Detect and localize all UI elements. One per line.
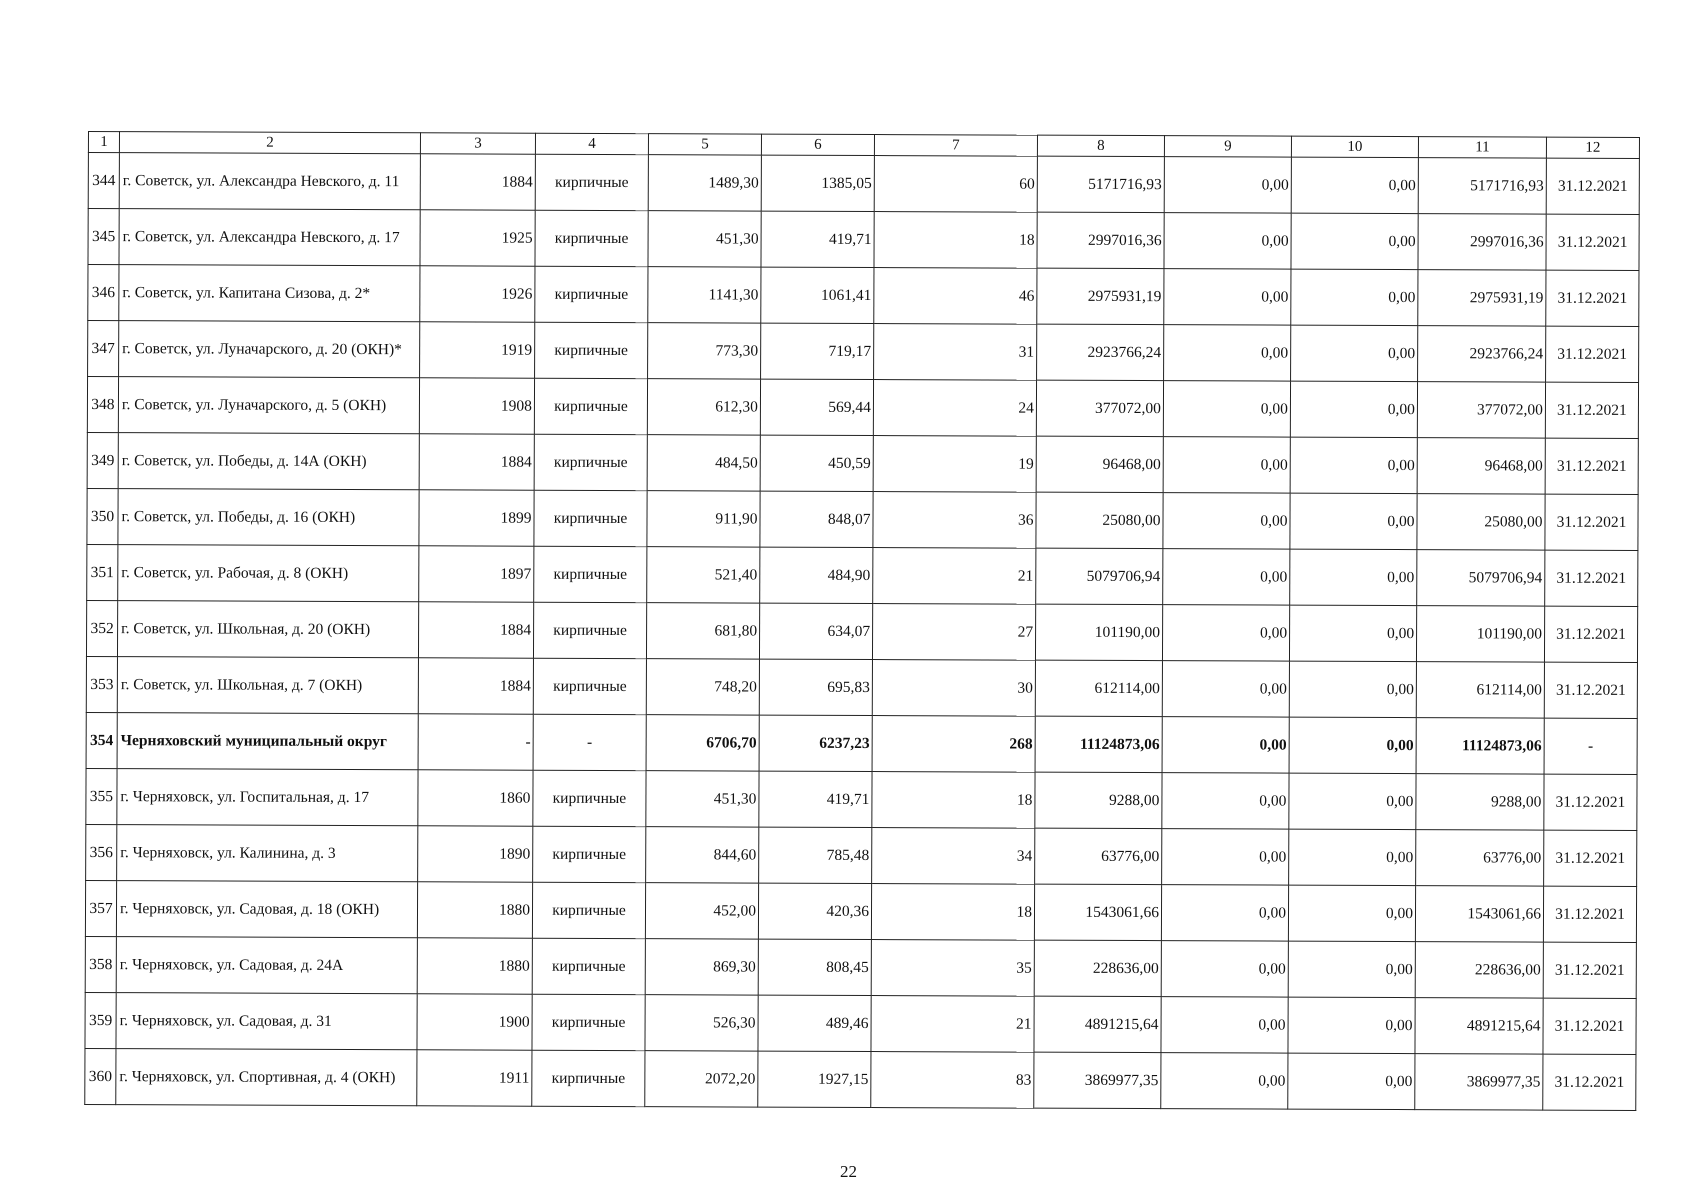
table-row — [88, 153, 1639, 215]
row-number-cell: 358 — [85, 936, 116, 992]
year-built-cell: - — [418, 714, 533, 770]
total-cost-cell: 2975931,19 — [1037, 268, 1164, 324]
owners-cost-cell: 612114,00 — [1416, 662, 1544, 718]
address-cell: г. Советск, ул. Александра Невского, д. 11 — [119, 153, 420, 210]
living-area-cell: 1385,05 — [761, 155, 874, 211]
wall-material-cell: кирпичные — [535, 266, 648, 322]
header-cell: 5 — [648, 134, 761, 155]
header-cell: 8 — [1037, 135, 1164, 156]
regional-cost-cell: 0,00 — [1290, 493, 1417, 549]
fund-cost-cell: 0,00 — [1164, 213, 1291, 269]
total-area-cell: 681,80 — [646, 603, 759, 659]
deadline-cell: 31.12.2021 — [1546, 214, 1639, 270]
owners-cost-cell: 2975931,19 — [1418, 270, 1546, 326]
wall-material-cell: кирпичные — [533, 770, 646, 826]
total-area-cell: 526,30 — [645, 995, 758, 1051]
total-area-cell: 451,30 — [646, 771, 759, 827]
wall-material-cell: кирпичные — [535, 210, 648, 266]
row-number-cell: 346 — [88, 265, 119, 321]
fund-cost-cell: 0,00 — [1163, 493, 1290, 549]
living-area-cell: 848,07 — [760, 491, 873, 547]
total-area-cell: 6706,70 — [646, 715, 759, 771]
total-area-cell: 869,30 — [645, 939, 758, 995]
wall-material-cell: кирпичные — [533, 602, 646, 658]
wall-material-cell: кирпичные — [532, 994, 645, 1050]
living-area-cell: 808,45 — [758, 939, 871, 995]
address-cell: г. Советск, ул. Луначарского, д. 5 (ОКН) — [118, 377, 419, 434]
address-cell: г. Черняховск, ул. Спортивная, д. 4 (ОКН) — [116, 1049, 417, 1106]
residents-count-cell: 18 — [871, 884, 1034, 941]
regional-cost-cell: 0,00 — [1289, 661, 1416, 717]
living-area-cell: 419,71 — [761, 211, 874, 267]
living-area-cell: 1061,41 — [761, 267, 874, 323]
year-built-cell: 1908 — [419, 378, 534, 434]
wall-material-cell: кирпичные — [532, 882, 645, 938]
year-built-cell: 1890 — [418, 826, 533, 882]
total-area-cell: 773,30 — [648, 323, 761, 379]
total-cost-cell: 5171716,93 — [1037, 156, 1164, 212]
owners-cost-cell: 11124873,06 — [1416, 718, 1544, 774]
housing-table — [84, 131, 1640, 1111]
total-area-cell: 451,30 — [648, 211, 761, 267]
residents-count-cell: 46 — [874, 268, 1037, 325]
year-built-cell: 1880 — [417, 938, 532, 994]
document-page — [84, 131, 1640, 1111]
living-area-cell: 489,46 — [758, 995, 871, 1051]
fund-cost-cell: 0,00 — [1162, 829, 1289, 885]
table-row — [86, 656, 1637, 718]
deadline-cell: 31.12.2021 — [1544, 606, 1637, 662]
year-built-cell: 1911 — [417, 1050, 532, 1106]
regional-cost-cell: 0,00 — [1291, 325, 1418, 381]
total-area-cell: 1141,30 — [648, 267, 761, 323]
residents-count-cell: 36 — [873, 492, 1036, 549]
owners-cost-cell: 377072,00 — [1417, 382, 1545, 438]
fund-cost-cell: 0,00 — [1161, 1053, 1288, 1109]
deadline-cell: 31.12.2021 — [1543, 942, 1636, 998]
owners-cost-cell: 1543061,66 — [1415, 886, 1543, 942]
owners-cost-cell: 5171716,93 — [1418, 158, 1546, 214]
address-cell: г. Черняховск, ул. Калинина, д. 3 — [117, 825, 418, 882]
row-number-cell: 360 — [85, 1048, 116, 1104]
living-area-cell: 634,07 — [759, 603, 872, 659]
year-built-cell: 1926 — [420, 266, 535, 322]
total-cost-cell: 5079706,94 — [1036, 548, 1163, 604]
deadline-cell: 31.12.2021 — [1543, 1054, 1636, 1110]
wall-material-cell: кирпичные — [532, 1050, 645, 1106]
address-cell: г. Советск, ул. Победы, д. 16 (ОКН) — [118, 489, 419, 546]
year-built-cell: 1897 — [419, 546, 534, 602]
address-cell: г. Черняховск, ул. Садовая, д. 31 — [116, 993, 417, 1050]
residents-count-cell: 83 — [871, 1052, 1034, 1109]
regional-cost-cell: 0,00 — [1288, 1053, 1415, 1109]
year-built-cell: 1900 — [417, 994, 532, 1050]
total-area-cell: 844,60 — [646, 827, 759, 883]
row-number-cell: 347 — [88, 321, 119, 377]
owners-cost-cell: 63776,00 — [1416, 830, 1544, 886]
fund-cost-cell: 0,00 — [1162, 661, 1289, 717]
address-cell: г. Советск, ул. Школьная, д. 20 (ОКН) — [117, 601, 418, 658]
address-cell: г. Советск, ул. Школьная, д. 7 (ОКН) — [117, 657, 418, 714]
regional-cost-cell: 0,00 — [1290, 381, 1417, 437]
regional-cost-cell: 0,00 — [1289, 773, 1416, 829]
living-area-cell: 719,17 — [761, 323, 874, 379]
residents-count-cell: 19 — [873, 436, 1036, 493]
total-cost-cell: 25080,00 — [1036, 492, 1163, 548]
wall-material-cell: кирпичные — [534, 546, 647, 602]
deadline-cell: - — [1544, 718, 1637, 774]
table-row — [86, 768, 1637, 830]
year-built-cell: 1884 — [418, 602, 533, 658]
row-number-cell: 354 — [86, 712, 117, 768]
residents-count-cell: 268 — [872, 716, 1035, 773]
header-cell: 7 — [874, 135, 1037, 157]
total-cost-cell: 377072,00 — [1036, 380, 1163, 436]
total-cost-cell: 228636,00 — [1034, 940, 1161, 996]
wall-material-cell: кирпичные — [534, 434, 647, 490]
total-area-cell: 911,90 — [647, 491, 760, 547]
fund-cost-cell: 0,00 — [1164, 325, 1291, 381]
fund-cost-cell: 0,00 — [1161, 941, 1288, 997]
row-number-cell: 357 — [85, 880, 116, 936]
owners-cost-cell: 9288,00 — [1416, 774, 1544, 830]
regional-cost-cell: 0,00 — [1288, 997, 1415, 1053]
table-row — [86, 600, 1637, 662]
deadline-cell: 31.12.2021 — [1546, 158, 1639, 214]
table-row — [88, 209, 1639, 271]
fund-cost-cell: 0,00 — [1162, 605, 1289, 661]
wall-material-cell: - — [533, 714, 646, 770]
residents-count-cell: 35 — [871, 940, 1034, 997]
owners-cost-cell: 2997016,36 — [1418, 214, 1546, 270]
fund-cost-cell: 0,00 — [1163, 549, 1290, 605]
total-cost-cell: 9288,00 — [1035, 772, 1162, 828]
wall-material-cell: кирпичные — [533, 826, 646, 882]
address-cell: г. Советск, ул. Луначарского, д. 20 (ОКН)* — [119, 321, 420, 378]
residents-count-cell: 31 — [874, 324, 1037, 381]
wall-material-cell: кирпичные — [534, 378, 647, 434]
regional-cost-cell: 0,00 — [1291, 269, 1418, 325]
total-area-cell: 452,00 — [645, 883, 758, 939]
regional-cost-cell: 0,00 — [1288, 885, 1415, 941]
fund-cost-cell: 0,00 — [1163, 381, 1290, 437]
header-cell: 1 — [88, 132, 119, 153]
deadline-cell: 31.12.2021 — [1543, 886, 1636, 942]
table-row — [85, 1048, 1636, 1110]
fund-cost-cell: 0,00 — [1164, 157, 1291, 213]
owners-cost-cell: 228636,00 — [1415, 942, 1543, 998]
owners-cost-cell: 3869977,35 — [1415, 1054, 1543, 1110]
regional-cost-cell: 0,00 — [1291, 157, 1418, 213]
living-area-cell: 1927,15 — [758, 1051, 871, 1107]
total-area-cell: 748,20 — [646, 659, 759, 715]
total-cost-cell: 612114,00 — [1035, 660, 1162, 716]
owners-cost-cell: 25080,00 — [1417, 494, 1545, 550]
address-cell: г. Черняховск, ул. Садовая, д. 18 (ОКН) — [116, 881, 417, 938]
row-number-cell: 349 — [87, 432, 118, 488]
total-cost-cell: 1543061,66 — [1034, 884, 1161, 940]
address-cell: г. Советск, ул. Капитана Сизова, д. 2* — [119, 265, 420, 322]
address-cell: г. Советск, ул. Александра Невского, д. 17 — [119, 209, 420, 266]
year-built-cell: 1884 — [419, 434, 534, 490]
year-built-cell: 1860 — [418, 770, 533, 826]
deadline-cell: 31.12.2021 — [1545, 438, 1638, 494]
residents-count-cell: 34 — [872, 828, 1035, 885]
wall-material-cell: кирпичные — [535, 154, 648, 210]
table-row — [87, 544, 1638, 606]
table-row — [85, 992, 1636, 1054]
living-area-cell: 569,44 — [760, 379, 873, 435]
address-cell: г. Черняховск, ул. Садовая, д. 24А — [116, 937, 417, 994]
deadline-cell: 31.12.2021 — [1544, 830, 1637, 886]
address-cell: Черняховский муниципальный округ — [117, 713, 418, 770]
wall-material-cell: кирпичные — [533, 658, 646, 714]
table-row — [85, 936, 1636, 998]
table-row — [88, 321, 1639, 383]
table-row — [85, 880, 1636, 942]
row-number-cell: 356 — [86, 824, 117, 880]
row-number-cell: 348 — [87, 377, 118, 433]
deadline-cell: 31.12.2021 — [1546, 326, 1639, 382]
year-built-cell: 1884 — [420, 154, 535, 210]
wall-material-cell: кирпичные — [532, 938, 645, 994]
owners-cost-cell: 96468,00 — [1417, 438, 1545, 494]
header-cell: 10 — [1291, 136, 1418, 157]
deadline-cell: 31.12.2021 — [1544, 774, 1637, 830]
row-number-cell: 344 — [88, 153, 119, 209]
fund-cost-cell: 0,00 — [1163, 437, 1290, 493]
living-area-cell: 6237,23 — [759, 715, 872, 771]
regional-cost-cell: 0,00 — [1290, 437, 1417, 493]
row-number-cell: 351 — [87, 544, 118, 600]
owners-cost-cell: 2923766,24 — [1418, 326, 1546, 382]
owners-cost-cell: 4891215,64 — [1415, 998, 1543, 1054]
row-number-cell: 355 — [86, 768, 117, 824]
fund-cost-cell: 0,00 — [1161, 997, 1288, 1053]
living-area-cell: 695,83 — [759, 659, 872, 715]
living-area-cell: 420,36 — [758, 883, 871, 939]
row-number-cell: 350 — [87, 488, 118, 544]
regional-cost-cell: 0,00 — [1289, 829, 1416, 885]
owners-cost-cell: 101190,00 — [1416, 606, 1544, 662]
total-cost-cell: 2923766,24 — [1037, 324, 1164, 380]
address-cell: г. Черняховск, ул. Госпитальная, д. 17 — [117, 769, 418, 826]
total-area-cell: 521,40 — [647, 547, 760, 603]
fund-cost-cell: 0,00 — [1162, 717, 1289, 773]
row-number-cell: 345 — [88, 209, 119, 265]
municipality-subtotal-row — [86, 712, 1637, 774]
header-cell: 3 — [420, 133, 535, 154]
deadline-cell: 31.12.2021 — [1545, 550, 1638, 606]
residents-count-cell: 21 — [873, 548, 1036, 605]
residents-count-cell: 27 — [872, 604, 1035, 661]
living-area-cell: 450,59 — [760, 435, 873, 491]
total-cost-cell: 3869977,35 — [1034, 1052, 1161, 1108]
total-cost-cell: 63776,00 — [1035, 828, 1162, 884]
deadline-cell: 31.12.2021 — [1546, 270, 1639, 326]
address-cell: г. Советск, ул. Победы, д. 14А (ОКН) — [118, 433, 419, 490]
regional-cost-cell: 0,00 — [1288, 941, 1415, 997]
total-area-cell: 612,30 — [647, 379, 760, 435]
total-area-cell: 484,50 — [647, 435, 760, 491]
living-area-cell: 785,48 — [759, 827, 872, 883]
residents-count-cell: 60 — [874, 156, 1037, 213]
total-cost-cell: 11124873,06 — [1035, 716, 1162, 772]
row-number-cell: 359 — [85, 992, 116, 1048]
deadline-cell: 31.12.2021 — [1543, 998, 1636, 1054]
regional-cost-cell: 0,00 — [1290, 549, 1417, 605]
address-cell: г. Советск, ул. Рабочая, д. 8 (ОКН) — [118, 545, 419, 602]
regional-cost-cell: 0,00 — [1289, 605, 1416, 661]
row-number-cell: 353 — [86, 656, 117, 712]
deadline-cell: 31.12.2021 — [1545, 494, 1638, 550]
total-cost-cell: 4891215,64 — [1034, 996, 1161, 1052]
residents-count-cell: 18 — [874, 212, 1037, 269]
wall-material-cell: кирпичные — [534, 490, 647, 546]
total-cost-cell: 101190,00 — [1035, 604, 1162, 660]
regional-cost-cell: 0,00 — [1291, 213, 1418, 269]
residents-count-cell: 18 — [872, 772, 1035, 829]
fund-cost-cell: 0,00 — [1162, 773, 1289, 829]
header-cell: 4 — [535, 133, 648, 154]
page-number: 22 — [840, 1162, 857, 1181]
deadline-cell: 31.12.2021 — [1544, 662, 1637, 718]
header-cell: 6 — [761, 134, 874, 155]
table-row — [87, 488, 1638, 550]
wall-material-cell: кирпичные — [535, 322, 648, 378]
table-row — [86, 824, 1637, 886]
living-area-cell: 484,90 — [760, 547, 873, 603]
header-cell: 9 — [1164, 136, 1291, 157]
header-cell: 11 — [1418, 137, 1546, 158]
year-built-cell: 1884 — [418, 658, 533, 714]
year-built-cell: 1880 — [417, 882, 532, 938]
fund-cost-cell: 0,00 — [1161, 885, 1288, 941]
total-area-cell: 1489,30 — [648, 155, 761, 211]
header-cell: 12 — [1546, 137, 1639, 158]
year-built-cell: 1919 — [420, 322, 535, 378]
year-built-cell: 1899 — [419, 490, 534, 546]
row-number-cell: 352 — [86, 600, 117, 656]
regional-cost-cell: 0,00 — [1289, 717, 1416, 773]
owners-cost-cell: 5079706,94 — [1417, 550, 1545, 606]
total-area-cell: 2072,20 — [645, 1051, 758, 1107]
fund-cost-cell: 0,00 — [1164, 269, 1291, 325]
residents-count-cell: 30 — [872, 660, 1035, 717]
residents-count-cell: 24 — [873, 380, 1036, 437]
residents-count-cell: 21 — [871, 996, 1034, 1053]
year-built-cell: 1925 — [420, 210, 535, 266]
total-cost-cell: 2997016,36 — [1037, 212, 1164, 268]
table-body — [85, 132, 1640, 1111]
table-row — [87, 377, 1638, 439]
header-cell: 2 — [119, 132, 420, 154]
table-row — [88, 265, 1639, 327]
living-area-cell: 419,71 — [759, 771, 872, 827]
deadline-cell: 31.12.2021 — [1545, 382, 1638, 438]
total-cost-cell: 96468,00 — [1036, 436, 1163, 492]
table-row — [87, 432, 1638, 494]
